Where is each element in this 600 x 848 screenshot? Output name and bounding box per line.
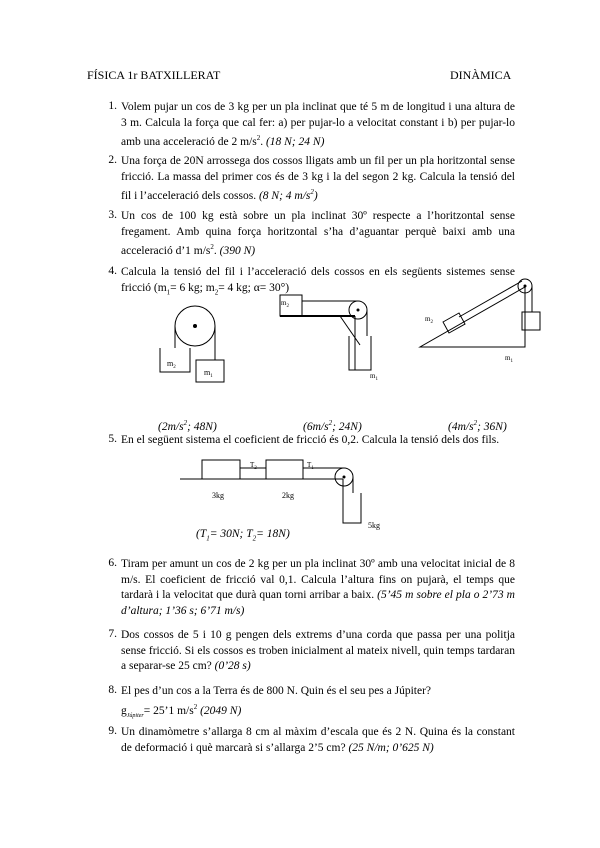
question-text: Un cos de 100 kg està sobre un pla inclinat 30º respecte a l’horitzontal sense fregament. Amb quina força horitzontal s’ha d’aguantar perquè baixi amb una acceleració d’1 $m/s^2$. (390 N) <box>121 210 515 257</box>
header-subject: FÍSICA 1r BATXILLERAT <box>87 68 221 82</box>
question-text: Calcula la tensió del fil i l’acceleració dels cossos en els següents sistemes sense fricció ($m_1= 6$ kg; $m_2= 4$ kg; α= 30°) <box>121 266 515 296</box>
mass-label-2kg: 2kg <box>282 491 294 500</box>
question-text: Dos cossos de 5 i 10 g pengen dels extrems d’una corda que passa per una politja sense fricció. Si els cossos es troben inicialment al mateix nivell, quin temps tardaran a separar-se 25 cm? (0’28 s) <box>121 629 515 672</box>
answer-figure-1: ($2m/s^2$; 48N) <box>158 419 217 433</box>
answer: (2049 N) <box>197 704 242 717</box>
answer: (8 N; 4 $m/s^2$) <box>258 188 318 202</box>
mass-label-m1: $m_1$ <box>505 354 513 364</box>
tension-label-t1: $T_1$ <box>307 461 314 471</box>
header-topic: DINÀMICA <box>450 68 512 82</box>
mass-label-m2: $m_2$ <box>425 315 433 325</box>
answer: (0’28 s) <box>214 660 251 672</box>
block-2kg <box>266 460 303 479</box>
question-text: Tiram per amunt un cos de 2 kg per un pla inclinat 30º amb una velocitat inicial de 8 m/s. El coeficient de fricció val 0,1. Calcula l’altura fins on pujarà, el temps que tardarà i la velocitat que durà quan torni arribar a baix. (5’45 m sobre el pla o 2’73 m d’altura; 1’36 s; 6’71 m/s) <box>121 558 515 617</box>
answer: ($T_1= 30N$; $T_2= 18N$) <box>196 528 290 543</box>
question-number: 7. <box>108 628 117 640</box>
mass-label-m2: $m_2$ <box>281 299 289 309</box>
question-number: 3. <box>108 209 117 221</box>
mass-m1-box <box>349 336 371 370</box>
incline-pulley-figure <box>415 272 545 367</box>
question-text: Un dinamòmetre s’allarga 8 cm al màxim d’escala que és 2 N. Quina és la constant de deformació i què marcarà si s’allarga 2’5 cm? (25 N/m; 0’625 N) <box>121 726 515 754</box>
answer: (25 N/m; 0’625 N) <box>348 741 434 754</box>
question-number: 2. <box>108 154 117 166</box>
question-number: 5. <box>108 433 117 445</box>
question-number: 6. <box>108 557 117 569</box>
hanging-mass-5kg <box>343 493 361 523</box>
answer-figure-3: ($4m/s^2$; 36N) <box>448 419 507 433</box>
question-number: 4. <box>108 265 117 277</box>
question-text: En el següent sistema el coeficient de fricció és 0,2. Calcula la tensió dels dos fils. <box>121 434 500 446</box>
tension-label-t2: $T_2$ <box>250 461 257 471</box>
atwood-figure <box>150 296 240 386</box>
table-pulley-figure <box>275 290 385 380</box>
question-number: 1. <box>108 100 117 112</box>
question-number: 9. <box>108 725 117 737</box>
question-text: Una força de 20N arrossega dos cossos lligats amb un fil per un pla horitzontal sense fricció. La massa del primer cos és de 3 kg i la del segon 2 kg. Calcula la tensió del fil i l’acceleració dels cossos. (8 N; 4 $m/s^2$) <box>121 155 515 202</box>
mass-label-3kg: 3kg <box>212 491 224 500</box>
block-3kg <box>202 460 240 479</box>
answer: (5’45 m sobre el pla o 2’73 m d’altura; 1’36 s; 6’71 m/s) <box>121 589 515 617</box>
mass-label-m1: $m_1$ <box>204 368 213 379</box>
friction-system-figure <box>180 455 390 535</box>
question-text: Volem pujar un cos de 3 kg per un pla inclinat que té 5 m de longitud i una altura de 3 m. Calcula la força que cal fer: a) per pujar-lo a velocitat constant i b) per pujar-lo amb una acceleració de 2 $m/s^2$. (18 N; 24 N) <box>121 101 515 148</box>
mass-label-5kg: 5kg <box>368 521 380 530</box>
question-text: El pes d’un cos a la Terra és de 800 N. Quin és el seu pes a Júpiter? $g_{Júpiter}=$ 25’1 $m/s^2$ (2049 N) <box>121 685 432 719</box>
answer-figure-2: ($6m/s^2$; 24N) <box>303 419 362 433</box>
answer: (390 N) <box>219 244 256 257</box>
answer: (18 N; 24 N) <box>265 135 325 148</box>
mass-label-m2: $m_2$ <box>167 359 176 370</box>
question-number: 8. <box>108 684 117 696</box>
mass-label-m1: $m_1$ <box>370 372 378 380</box>
